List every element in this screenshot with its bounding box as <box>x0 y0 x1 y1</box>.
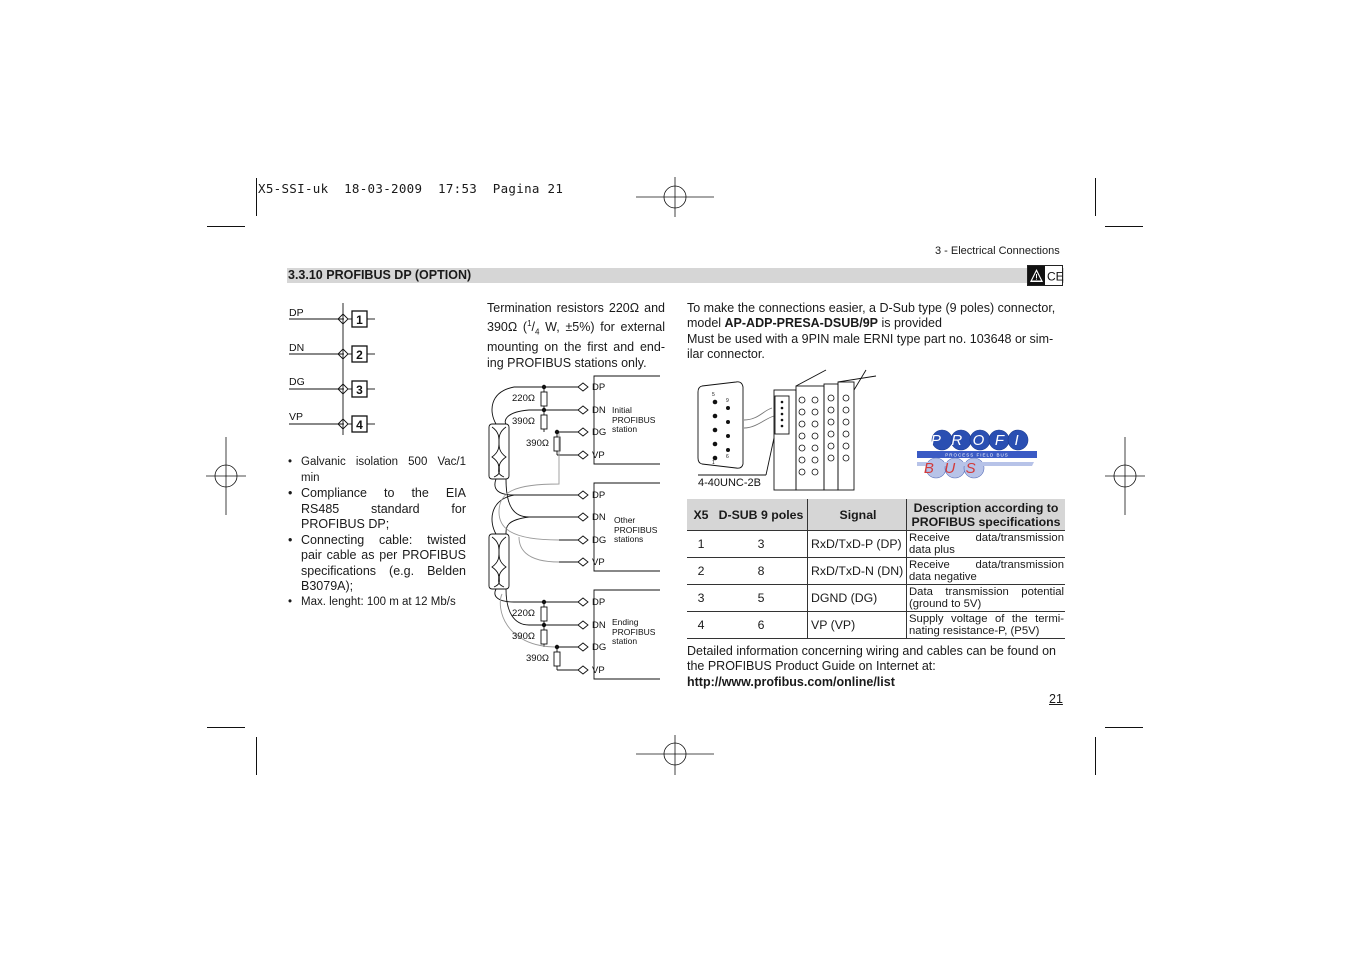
pin-label-dg: DG <box>289 376 305 388</box>
table-header: Signal <box>808 499 907 531</box>
connector-model: AP-ADP-PRESA-DSUB/9P <box>724 316 879 331</box>
signal-label: DN <box>592 405 606 416</box>
screw-thread-label: 4-40UNC-2B <box>698 477 761 489</box>
crop-mark <box>207 727 245 728</box>
station-label: Initial PROFIBUS station <box>612 405 656 434</box>
profibus-network-diagram <box>484 372 666 684</box>
logo-tagline: PROCESS FIELD BUS <box>945 452 1009 458</box>
registration-mark-icon <box>1105 437 1145 515</box>
resistor-label: 390Ω <box>526 653 549 664</box>
pinout-table <box>687 499 1065 639</box>
table-header: Description according to PROFIBUS specifications <box>907 499 1066 531</box>
pin-number: 4 <box>356 418 363 432</box>
signal-label: VP <box>592 665 605 676</box>
signal-label: DG <box>592 642 607 653</box>
svg-text:6: 6 <box>726 454 729 460</box>
resistor-label: 390Ω <box>526 438 549 449</box>
logo-bus-text: BUS <box>923 460 987 477</box>
termination-paragraph: Termination resistors 220Ω and 390Ω ($^1/_4$ W, ±5%) for external mounting on the first and end-ing PROFIBUS stations only. <box>487 301 666 370</box>
profibus-logo <box>914 428 1040 482</box>
resistor-label: 220Ω <box>512 393 535 404</box>
signal-label: DP <box>592 490 606 501</box>
table-header: X5 <box>687 499 715 531</box>
page-number: 21 <box>1049 692 1063 706</box>
logo-profi-text: PROFI <box>930 432 1030 449</box>
list-item: • Max. lenght: 100 m at 12 Mb/s <box>286 595 466 611</box>
pin-label-vp: VP <box>289 411 304 423</box>
table-row: 3 5 DGND (DG) Data transmission potential (ground to 5V) <box>687 585 1065 612</box>
crop-mark <box>1095 737 1096 775</box>
crop-mark <box>1095 178 1096 216</box>
pin-label-dp: DP <box>289 307 304 319</box>
crop-mark <box>256 737 257 775</box>
crop-mark <box>1105 226 1143 227</box>
svg-text:1: 1 <box>712 460 715 466</box>
table-row: 4 6 VP (VP) Supply voltage of the termi-nating resistance-P, (P5V) <box>687 612 1065 639</box>
table-header: D-SUB 9 poles <box>715 499 808 531</box>
pin-number: 3 <box>356 383 363 397</box>
registration-mark-icon <box>636 177 714 217</box>
warning-ce-badge <box>1027 265 1063 286</box>
ce-mark-icon: CE <box>1047 269 1064 284</box>
signal-label: DP <box>592 382 606 393</box>
table-row: 2 8 RxD/TxD-N (DN) Receive data/transmission data negative <box>687 558 1065 585</box>
registration-mark-icon <box>206 437 246 515</box>
registration-mark-icon <box>636 735 714 775</box>
section-title: 3.3.10 PROFIBUS DP (OPTION) <box>288 268 472 282</box>
feature-list <box>286 455 466 610</box>
crop-mark <box>1105 727 1143 728</box>
pin-label-dn: DN <box>289 342 305 354</box>
station-label: Ending PROFIBUS station <box>612 617 656 646</box>
pin-number: 2 <box>356 348 363 362</box>
signal-label: VP <box>592 450 605 461</box>
list-item: • Connecting cable: twisted pair cable as per PROFIBUS specifications (e.g. Belden B3079A); <box>286 533 466 595</box>
terminal-pin-diagram <box>286 303 386 438</box>
resistor-label: 390Ω <box>512 631 535 642</box>
list-item: • Compliance to the EIA RS485 standard for PROFIBUS DP; <box>286 486 466 533</box>
svg-text:9: 9 <box>726 398 729 404</box>
crop-mark <box>207 226 245 227</box>
list-item: • Galvanic isolation 500 Vac/1 min <box>286 455 466 486</box>
resistor-label: 390Ω <box>512 416 535 427</box>
signal-label: DG <box>592 427 607 438</box>
footer-text: Detailed information concerning wiring and cables can be found on the PROFIBUS Product Guide on Internet at: <box>687 644 1056 674</box>
signal-label: DP <box>592 597 606 608</box>
signal-label: DG <box>592 535 607 546</box>
table-row: 1 3 RxD/TxD-P (DP) Receive data/transmission data plus <box>687 531 1065 558</box>
station-label: Other PROFIBUS stations <box>614 515 658 544</box>
footer-paragraph <box>687 644 1067 690</box>
profibus-link[interactable]: http://www.profibus.com/online/list <box>687 674 895 689</box>
resistor-label: 220Ω <box>512 608 535 619</box>
svg-text:5: 5 <box>712 392 715 398</box>
crop-mark <box>256 178 257 216</box>
connector-paragraph: To make the connections easier, a D-Sub type (9 poles) connector, model AP-ADP-PRESA-DSUB/9P is provided Must be used with a 9PIN male ERNI type part no. 103648 or sim-ilar connector. <box>687 301 1056 361</box>
signal-label: VP <box>592 557 605 568</box>
pin-number: 1 <box>356 313 363 327</box>
chapter-heading: 3 - Electrical Connections <box>935 245 1060 257</box>
dsub-connector-drawing <box>686 368 882 492</box>
print-header: X5-SSI-uk 18-03-2009 17:53 Pagina 21 <box>258 181 564 196</box>
signal-label: DN <box>592 620 606 631</box>
signal-label: DN <box>592 512 606 523</box>
